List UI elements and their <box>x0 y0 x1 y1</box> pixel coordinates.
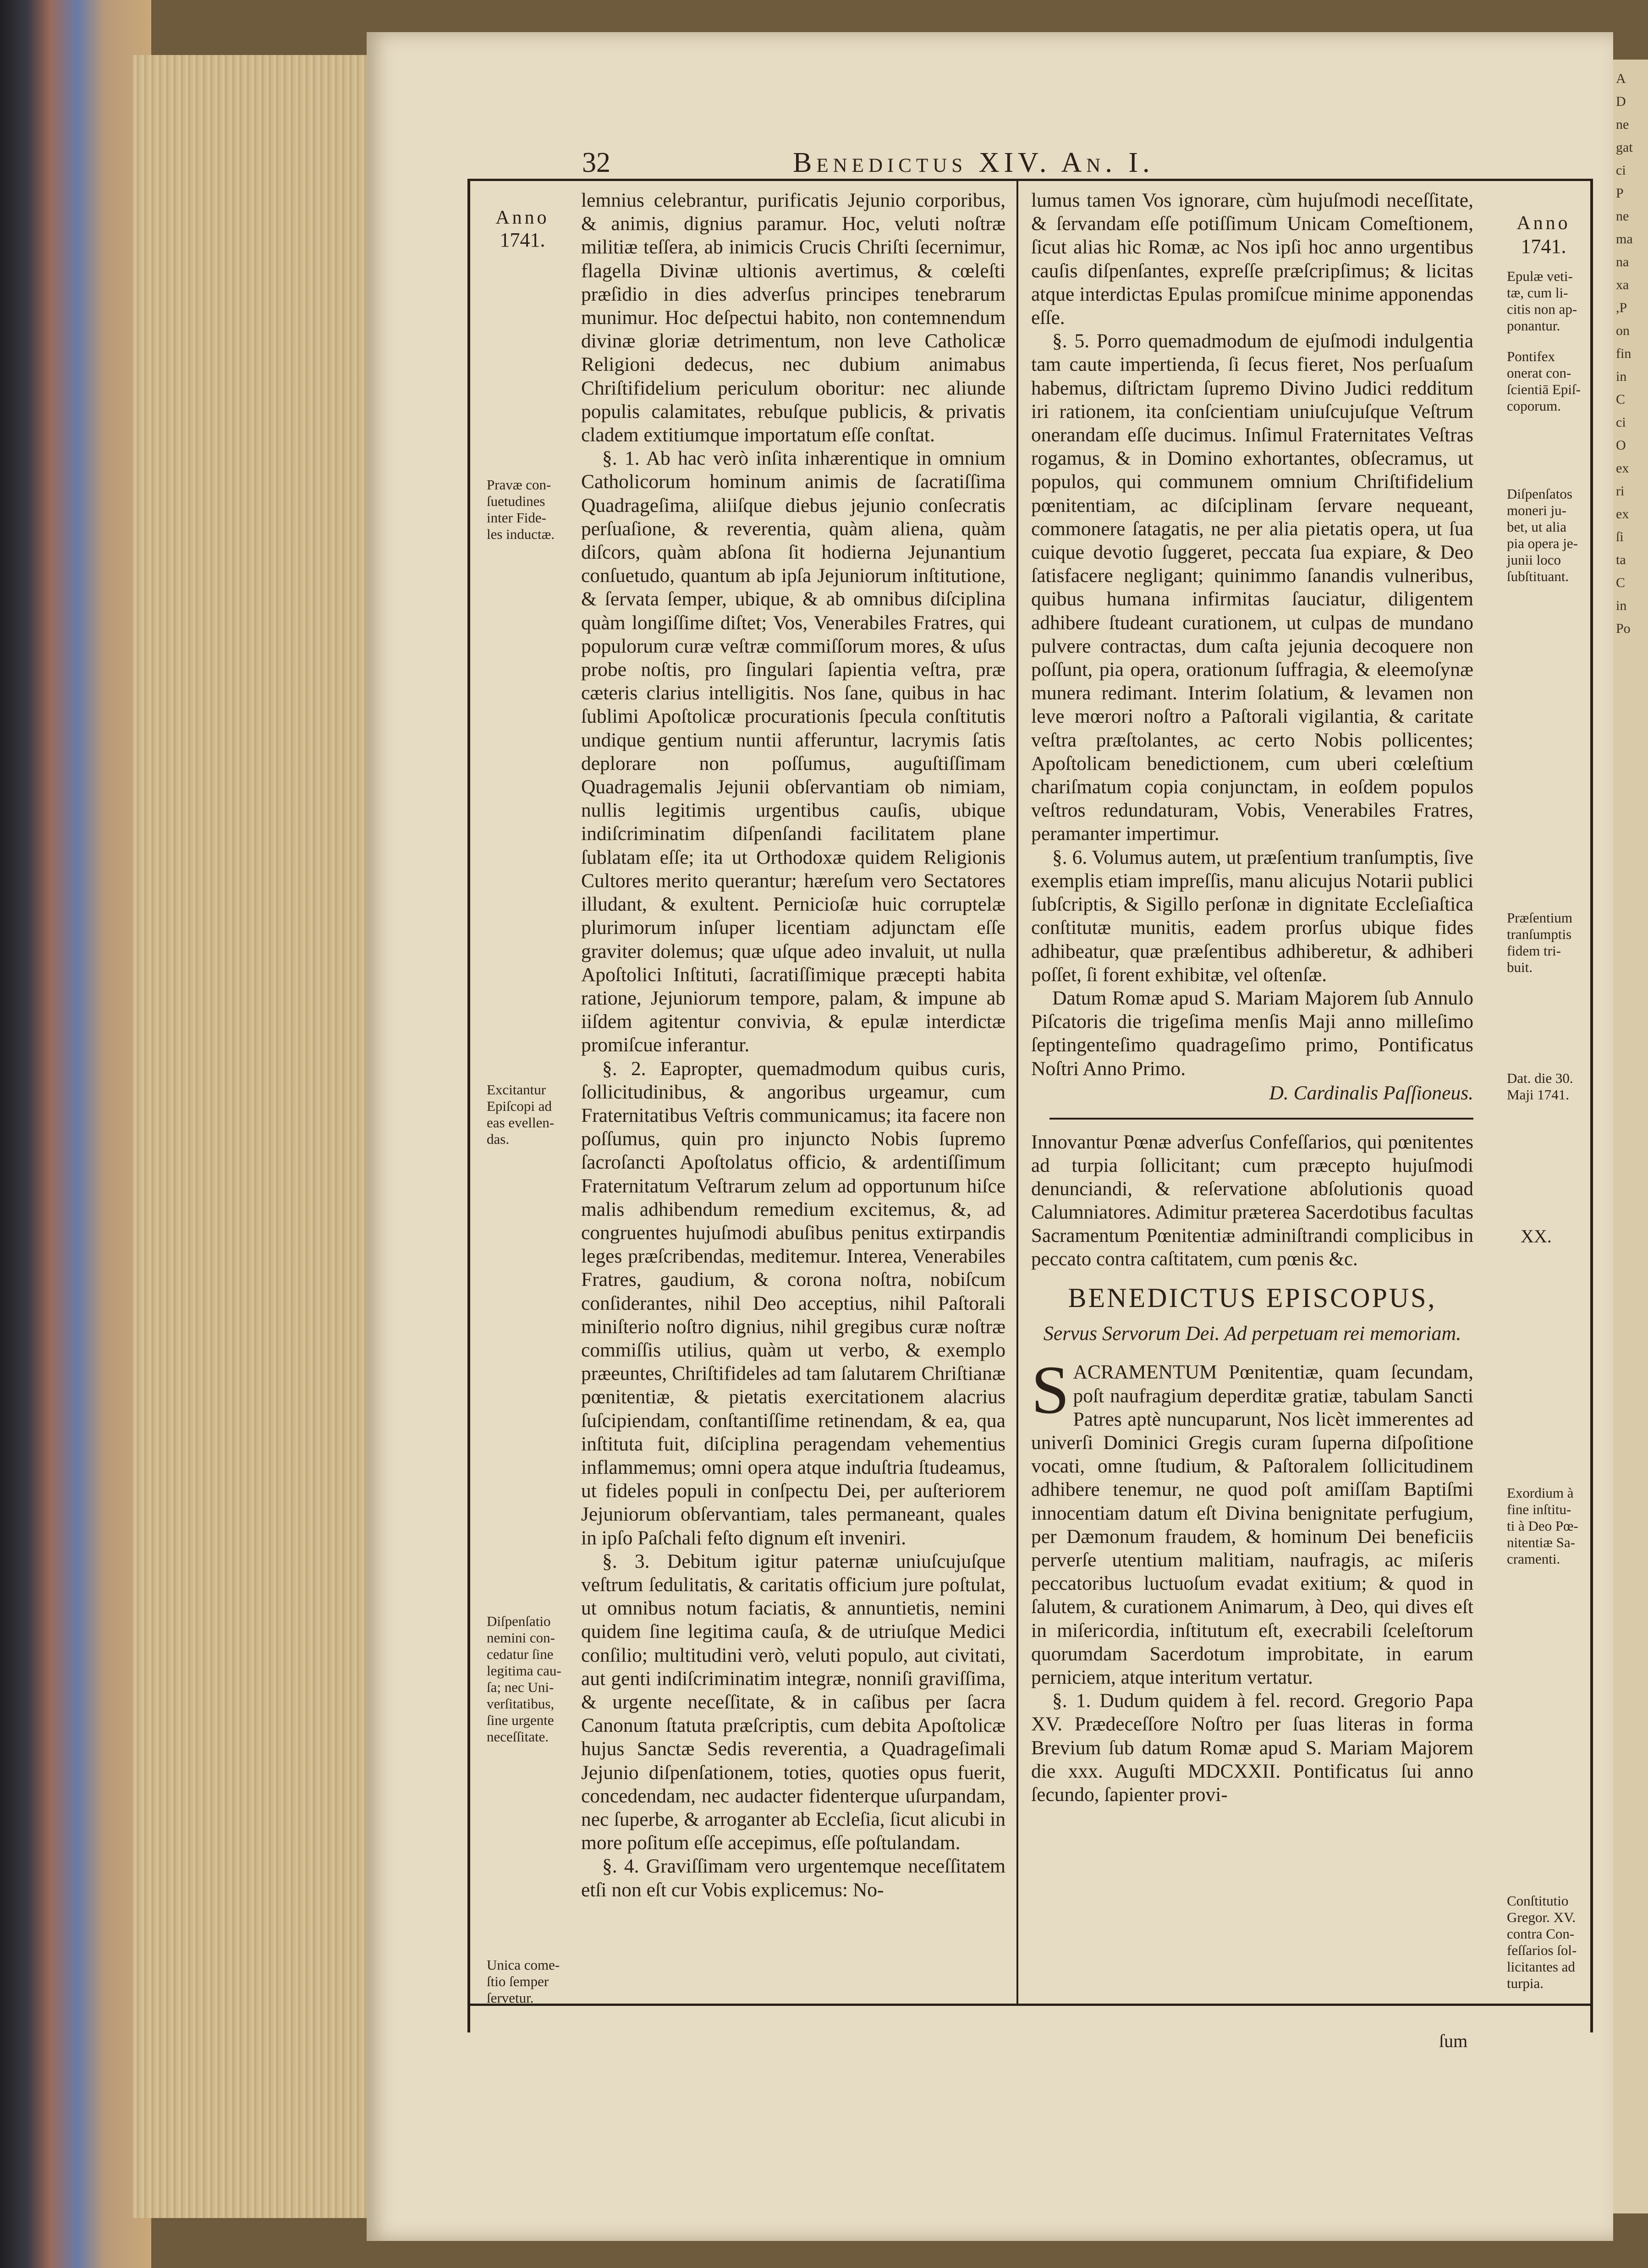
facing-page-fragment: xa <box>1616 277 1629 292</box>
facing-page-fragment: ex <box>1616 506 1629 522</box>
facing-page-fragment: ta <box>1616 552 1626 567</box>
margin-note: Pontifex onerat con- ſcientiā Epiſ- coporum. <box>1507 348 1581 414</box>
bull-summary: Innovantur Pœnæ adverſus Confeſſarios, qui pœnitentes ad turpia ſollicitant; cum præcepto hujuſmodi denunciandi, & reſervatione abſolutionis quoad Calumniatores. Adimitur præterea Sacerdotibus facultas Sacramentum Pœnitentiæ adminiſtrandi complicibus in peccato contra caſtitatem, cum pœnis &c. <box>1031 1131 1473 1270</box>
facing-page-fragment: O <box>1616 438 1626 453</box>
facing-page-fragment: in <box>1616 598 1627 613</box>
paragraph: §. 1. Ab hac verò inſita inhærentique in omnium Catholicorum hominum animis de ſacratiſſima Quadrageſima, aliiſque diebus jejunio conſecratis perſuaſione, & reverentia, quàm aliena, quàm diſcors, quàm abſona ſit hodierna Jejunantium conſuetudo, quantum ab ipſa Jejuniorum inſtitutione, & ſervata ſemper, ubique, & ab omnibus diſciplina quàm longiſſime diſtet; Vos, Venerabiles Fratres, qui populorum curæ veſtræ commiſſorum mores, & uſus probe noſtis, pro ſingulari ſapientia veſtra, præ cæteris clarius intelligitis. Nos ſane, quibus in hac ſublimi Apoſtolicæ procurationis ſpecula conſtitutis undique gentium nuntii afferuntur, lacrymis ſatis deplorare non poſſumus, auguſtiſſimam Quadragemalis Jejunii obſervantiam ob nimiam, nullis legitimis urgentibus cauſis, ubique indiſcriminatim diſpenſandi facilitatem plane ſublatam eſſe; ita ut Orthodoxæ quidem Religionis Cultores merito querantur; hæreſum vero Sectatores illudant, & exultent. Pernicioſæ huic corruptelæ plurimorum inſuper licentiam adjunctam eſſe graviter dolemus; quæ uſque adeo invaluit, ut nulla Apoſtolici Inſtituti, ſacratiſſimique præcepti habita ratione, Jejuniorum tempore, palam, & impune ab iiſdem agitentur convivia, & epulæ interdictæ promiſcue inferantur. <box>581 447 1005 1056</box>
facing-page-fragment: ,P <box>1616 300 1627 315</box>
anno-label: Anno <box>495 207 549 228</box>
facing-page-fragment: on <box>1616 323 1630 338</box>
paragraph: §. 2. Eapropter, quemadmodum quibus curis, ſollicitudinibus, & angoribus urgeamur, cum Fraternitatibus Veſtris communicamus; ita facere non poſſumus, quin pro injuncto Nobis ſupremo ſacroſancti Apoſtolatus officio, & ardentiſſimum Fraternitatum Veſtrarum zelum ad opportunum hiſce malis adhibendum remedium excitemus, &, ad congruentes hujuſmodi abuſibus penitus extirpandis leges præſcribendas, meditemur. Interea, Venerabiles Fratres, gaudium, & corona noſtra, nobiſcum conſiderantes, nihil Deo acceptius, nihil Paſtorali miniſterio noſtro dignius, nihil gregibus curæ noſtræ commiſſis utilius, quàm ut verbo, & exemplo præeuntes, Chriſtifideles ad tam ſalutarem Chriſtianæ pœnitentiæ, & pietatis exercitationem alacrius ſuſcipiendam, conſtantiſſime retinendam, & ea, qua inſtituta fuit, diſciplina peragendam vehementius inflammemus; omni opera atque induſtria ſtudeamus, ut fideles populi in conſpectu Dei, per auſteriorem Jejuniorum obſervantiam, tales permaneant, quales in ipſo Paſchali feſto dignum eſt inveniri. <box>581 1057 1005 1549</box>
anno-label: Anno <box>1516 213 1571 234</box>
facing-page-fragment: ne <box>1616 117 1629 132</box>
opening-paragraph <box>1031 1352 1473 1689</box>
paragraph: §. 4. Graviſſimam vero urgentemque neceſſitatem etſi non eſt cur Vobis explicemus: No- <box>581 1855 1005 1901</box>
page-number: 32 <box>582 147 610 178</box>
right-text-column <box>1031 189 1473 1807</box>
bull-subtitle: Servus Servorum Dei. Ad perpetuam rei memoriam. <box>1043 1322 1461 1345</box>
dating-clause: Datum Romæ apud S. Mariam Majorem ſub Annulo Piſcatoris die trigeſima menſis Maji anno milleſimo ſeptingenteſimo quadrageſimo primo, Pontificatus Noſtri Anno Primo. <box>1031 987 1473 1080</box>
facing-page-fragment: ci <box>1616 163 1626 178</box>
column-divider <box>1016 181 1018 2005</box>
facing-page-fragment: D <box>1616 94 1626 109</box>
margin-note: Excitantur Epiſcopi ad eas evellen- das. <box>487 1082 555 1147</box>
paragraph: lumus tamen Vos ignorare, cùm hujuſmodi neceſſitate, & ſervandam eſſe potiſſimum Unicam Comeſtionem, ſicut alias hic Romæ, ac Nos ipſi hoc anno urgentibus cauſis diſpenſantes, expreſſe præſcripſimus; & licitas atque interdictas Epulas promiſcue minime apponendas eſſe. <box>1031 189 1473 329</box>
facing-page-fragment: fin <box>1616 346 1632 361</box>
frame-rule-right <box>1590 181 1593 2032</box>
margin-note: Præſentium tranſumptis fidem tri- buit. <box>1507 910 1572 975</box>
facing-page-fragment: A <box>1616 71 1626 86</box>
facing-page-fragment: ex <box>1616 461 1629 476</box>
facing-page-fragment: P <box>1616 186 1624 201</box>
paragraph: §. 3. Debitum igitur paternæ uniuſcujuſque veſtrum ſedulitatis, & caritatis officium jure poſtulat, ut omnibus notum faciatis, & annuntietis, nemini quidem ſine legitima cauſa, & de utriuſque Medici conſilio; multitudini verò, veluti populo, aut civitati, aut genti indiſcriminatim integræ, nonniſi graviſſima, & urgente neceſſitate, & in caſibus per ſacra Canonum ſtatuta præſcriptis, cum debita Apoſtolicæ hujus Sanctæ Sedis reverentia, a Quadrageſimali Jejunio diſpenſationem, toties, quoties opus fuerit, concedendam, nec audacter fidenterque uſurpandam, nec ſuperbe, & arroganter ab Eccleſia, ſicut alicubi in more poſitum eſſe accepimus, eſſe poſtulandam. <box>581 1550 1005 1854</box>
frame-rule-bottom <box>467 2004 1593 2006</box>
drop-cap: S <box>1031 1352 1070 1428</box>
margin-note: Pravæ con- ſuetudines inter Fide- les inductæ. <box>487 477 555 542</box>
margin-note: Diſpenſatio nemini con- cedatur ſine legitima cau- ſa; nec Uni- verſitatibus, ſine urgente neceſſitate. <box>487 1613 561 1745</box>
margin-note: Epulæ veti- tæ, cum li- citis non ap- ponantur. <box>1507 268 1577 334</box>
catchword: ſum <box>1439 2031 1468 2051</box>
facing-page-fragment: ma <box>1616 231 1633 247</box>
page-edges <box>133 55 371 2218</box>
paragraph: §. 5. Porro quemadmodum de ejuſmodi indulgentia tam caute impertienda, ſi ſecus fieret, Nos perſuaſum habemus, diſtrictam ſupremo Divino Judici redditum iri rationem, ita conſcientiam uniuſcujuſque Veſtrum onerandam eſſe ducimus. Inſimul Fraternitates Veſtras rogamus, & in Domino exhortantes, obſecramus, ut populos, qui communem omnium Chriſtifidelium pœnitentiam, ac diſciplinam ſervare nequeant, commonere ſatagatis, ne per alia pietatis opera, ut ſua cuique devotio ſuggeret, peccata ſua expiare, & Deo ſatisfacere negligant; quinimmo ſanandis vulneribus, quibus humana infirmitas ſauciatur, diligentem adhibere ſtudeant curationem, ut culpas de mundano pulvere contractas, dum caſta jejunia decoquere non poſſunt, pia opera, orationum ſuffragia, & eleemoſynæ munera redimant. Interim ſolatium, & levamen non leve mœrori noſtro a Paſtorali vigilantia, & caritate veſtra præſtolantes, ac certo Nobis pollicentes; Apoſtolicam benedictionem, cum uberi cœleſtium chariſmatum copia conjunctam, in eoſdem populos veſtros redundaturam, Vobis, Venerabiles Fratres, peramanter impertimur. <box>1031 330 1473 845</box>
anno-year: 1741. <box>500 229 545 251</box>
margin-note: Dat. die 30. Maji 1741. <box>1507 1070 1573 1103</box>
paragraph: lemnius celebrantur, purificatis Jejunio corporibus, & animis, dignius paramur. Hoc, veluti noſtræ militiæ teſſera, ab inimicis Crucis Chriſti ſecernimur, flagella Divinæ ultionis avertimus, & cœleſti præſidio in dies adverſus principes tenebrarum munimur. Hoc deſpectui habito, non contemnendum divinæ gloriæ detrimentum, non leve Catholicæ Religioni dedecus, nec dubium animabus Chriſtifidelium periculum oboritur: nec aliunde populis calamitates, rebuſque publicis, & privatis cladem extitiumque importatum eſſe conſtat. <box>581 189 1005 446</box>
frame-rule-left <box>467 181 470 2032</box>
facing-page-fragment: C <box>1616 575 1626 590</box>
margin-note: Conſtitutio Gregor. XV. contra Con- feſſarios ſol- licitantes ad turpia. <box>1507 1893 1577 1991</box>
paragraph: §. 6. Volumus autem, ut præſentium tranſumptis, ſive exemplis etiam impreſſis, manu alicujus Notarii publici ſubſcriptis, & Sigillo perſonæ in dignitate Eccleſiaſtica conſtitutæ munitis, eadem prorſus ubique fides adhibeatur, quæ præſentibus adhiberetur, & adhiberi poſſet, ſi forent exhibitæ, vel oſtenſæ. <box>1031 846 1473 986</box>
facing-page-fragment: ci <box>1616 415 1626 430</box>
paragraph: §. 1. Dudum quidem à fel. record. Gregorio Papa XV. Prædeceſſore Noſtro per ſuas literas in forma Brevium ſub datum Romæ apud S. Mariam Majorem die xxx. Auguſti MDCXXII. Pontificatus ſui anno ſecundo, ſapienter provi- <box>1031 1690 1473 1806</box>
facing-page-fragment: na <box>1616 254 1629 269</box>
left-text-column <box>581 189 1005 1902</box>
facing-page-fragment: in <box>1616 369 1627 384</box>
anno-year: 1741. <box>1521 235 1566 258</box>
facing-page-fragment: Po <box>1616 621 1631 636</box>
signature: D. Cardinalis Paſſioneus. <box>1269 1082 1473 1104</box>
bull-number: XX. <box>1521 1226 1552 1247</box>
margin-note: Exordium à fine inſtitu- ti à Deo Pœ- nitentiæ Sa- cramenti. <box>1507 1485 1578 1567</box>
running-head: Benedictus XIV. An. I. <box>793 147 1154 178</box>
facing-page-fragment: ne <box>1616 209 1629 224</box>
section-rule <box>1049 1118 1473 1120</box>
page-header <box>582 147 1544 179</box>
paragraph-text: ACRAMENTUM Pœnitentiæ, quam ſecundam, poſt naufragium deperditæ gratiæ, tabulam Sancti Patres aptè nuncuparunt, Nos licèt immerentes ad univerſi Dominici Gregis curam ſuperna diſpoſitione vocati, omne ſtudium, & Paſtoralem ſollicitudinem adhibere tenemur, ne quod poſt amiſſam Baptiſmi innocentiam datum eſt Divina benignitate perfugium, per Dæmonum fraudem, & hominum Dei beneficiis perverſe utentium malitiam, naufragis, ac miſeris peccatoribus luctuoſum evadat exitium; & quod in ſalutem, & curationem Animarum, à Deo, qui dives eſt in miſericordia, inſtitutum eſt, execrabili ſceleſtorum quorumdam Sacerdotum improbitate, in earum perniciem, atque interitum vertatur. <box>1031 1361 1473 1688</box>
facing-page-fragment: ri <box>1616 483 1625 499</box>
facing-page-fragment: C <box>1616 392 1626 407</box>
facing-page-text <box>1616 69 1648 2200</box>
bull-title: BENEDICTUS EPISCOPUS, <box>1068 1282 1437 1313</box>
book-spine-background <box>0 0 151 2268</box>
facing-page-fragment: ſi <box>1616 529 1624 544</box>
margin-note: Unica come- ſtio ſemper ſervetur. <box>487 1957 560 2006</box>
facing-page-fragment: gat <box>1616 140 1633 155</box>
margin-note: Diſpenſatos moneri ju- bet, ut alia pia opera je- junii loco ſubſtituant. <box>1507 486 1578 584</box>
